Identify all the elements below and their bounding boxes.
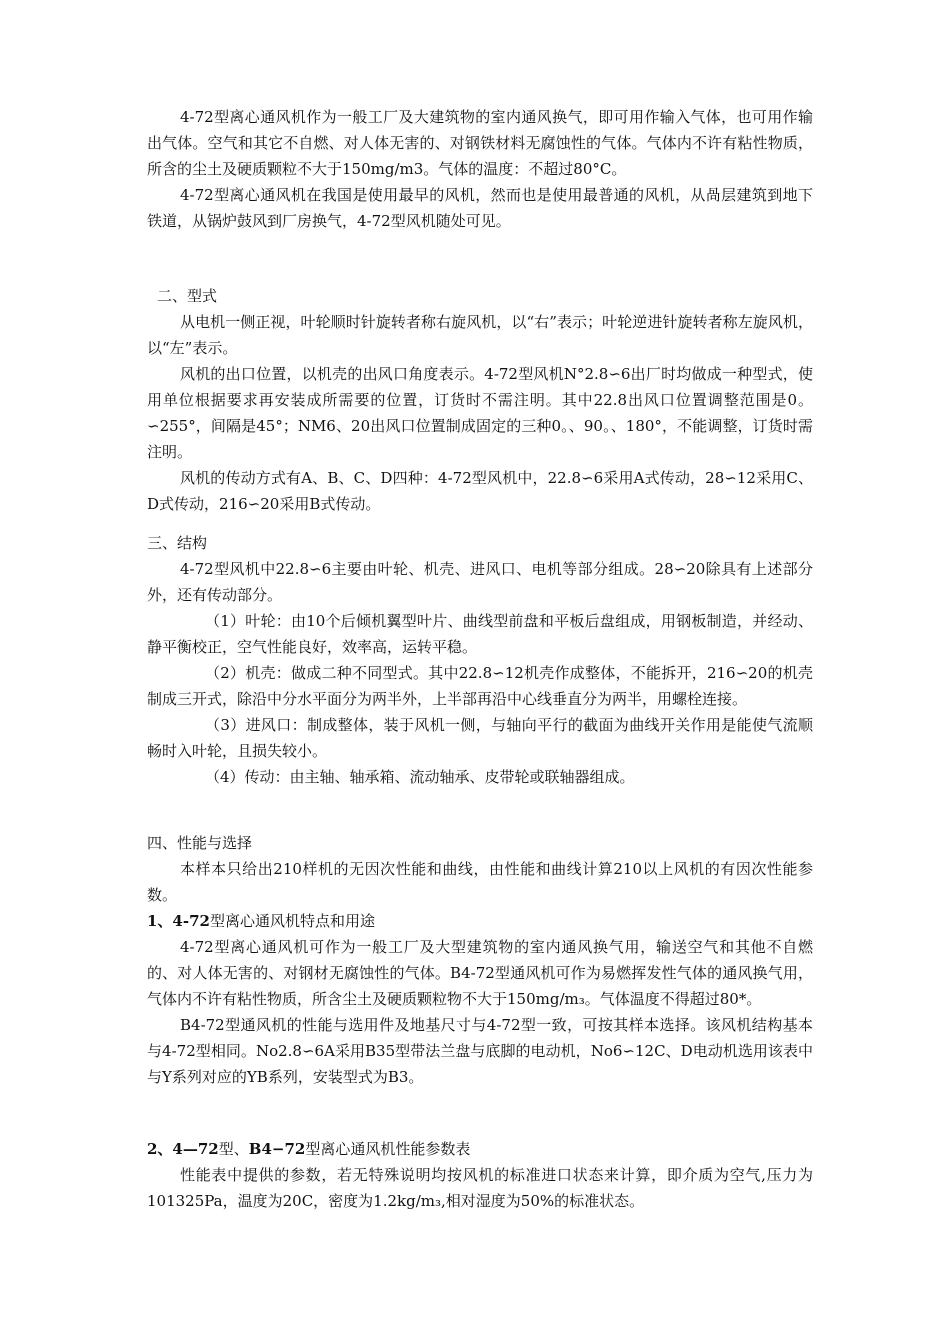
intro-paragraph-1: 4-72型离心通风机作为一般工厂及大建筑物的室内通风换气，即可用作输入气体，也可用作输出气体。空气和其它不自燃、对人体无害的、对钢铁材料无腐蚀性的气体。气体内不许有粘性物质，所含的尘土及硬质颗粒不大于150mg/m3。气体的温度：不超过80°C。 [147, 108, 813, 178]
subsection-1-number: 1、4-72 [147, 912, 210, 930]
section-structure [147, 530, 813, 790]
subsection-2-heading [147, 1136, 813, 1162]
structure-item-inlet: （3）进风口：制成整体，装于风机一侧，与轴向平行的截面为曲线开关作用是能使气流顺畅时入叶轮，且损失较小。 [147, 716, 813, 760]
structure-item-casing: （2）机壳：做成二种不同型式。其中22.8∽12机壳作成整体，不能拆开，216∽20的机壳制成三开式，除沿中分水平面分为两半外，上半部再沿中心线垂直分为两半，用螺栓连接。 [147, 664, 813, 708]
section-type-paragraph-3: 风机的传动方式有A、B、C、D四种：4-72型风机中，22.8∽6采用A式传动，28∽12采用C、D式传动，216∽20采用B式传动。 [147, 469, 813, 513]
section-performance-heading: 四、性能与选择 [147, 834, 253, 852]
subsection-2-model: B4−72 [248, 1140, 306, 1158]
structure-item-transmission: （4）传动：由主轴、轴承箱、流动轴承、皮带轮或联轴器组成。 [205, 768, 635, 786]
section-type-paragraph-2: 风机的出口位置，以机壳的出风口角度表示。4-72型风机N°2.8∽6出厂时均做成一种型式，使用单位根据要求再安装成所需要的位置，订货时不需注明。其中22.8出风口位置调整范围是0。∽255°，间隔是45°；NM6、20出风口位置制成固定的三种0。、90。、180°，不能调整，订货时需注明。 [147, 365, 813, 461]
section-performance-paragraph: 本样本只给出210样机的无因次性能和曲线，由性能和曲线计算210以上风机的有因次性能参数。 [147, 860, 813, 904]
intro-paragraph-2: 4-72型离心通风机在我国是使用最早的风机，然而也是使用最普通的风机，从咼层建筑到地下铁道，从锅炉鼓风到厂房换气，4-72型风机随处可见。 [147, 186, 813, 230]
subsection-1-paragraph-2: B4-72型通风机的性能与选用件及地基尺寸与4-72型一致，可按其样本选择。该风机结构基本与4-72型相同。No2.8∽6A采用B35型带法兰盘与底脚的电动机，No6∽12C、D电动机选用该表中与Y系列对应的YB系列，安装型式为B3。 [147, 1016, 813, 1086]
section-parameter-table [147, 1136, 813, 1214]
subsection-1-paragraph-1: 4-72型离心通风机可作为一般工厂及大型建筑物的室内通风换气用，输送空气和其他不自燃的、对人体无害的、对钢材无腐蚀性的气体。B4-72型通风机可作为易燃挥发性气体的通风换气用，气体内不许有粘性物质，所含尘土及硬质颗粒物不大于150mg/m₃。气体温度不得超过80*。 [147, 938, 813, 1008]
intro-section [147, 104, 813, 234]
section-structure-heading: 三、结构 [147, 534, 208, 552]
subsection-2-title-part2: 型离心通风机性能参数表 [305, 1140, 471, 1158]
section-type-paragraph-1: 从电机一侧正视，叶轮顺时针旋转者称右旋风机，以“右”表示；叶轮逆进针旋转者称左旋风机，以“左”表示。 [147, 313, 813, 357]
section-type-heading: 二、型式 [157, 287, 218, 305]
section-structure-paragraph: 4-72型风机中22.8∽6主要由叶轮、机壳、进风口、电机等部分组成。28∽20除具有上述部分外，还有传动部分。 [147, 560, 813, 604]
subsection-2-paragraph: 性能表中提供的参数，若无特殊说明均按风机的标准进口状态来计算，即介质为空气,压力为101325Pa，温度为20C，密度为1.2kg/m₃,相对湿度为50%的标准状态。 [147, 1166, 813, 1210]
subsection-2-title-part1: 型、 [218, 1140, 249, 1158]
subsection-2-number: 2、4—72 [147, 1140, 219, 1158]
subsection-1-heading [147, 908, 813, 934]
subsection-1-title: 型离心通风机特点和用途 [209, 912, 375, 930]
structure-item-impeller: （1）叶轮：由10个后倾机翼型叶片、曲线型前盘和平板后盘组成，用钢板制造，并经动、静平衡校正，空气性能良好，效率高，运转平稳。 [147, 612, 813, 656]
section-performance [147, 830, 813, 1090]
section-type [147, 283, 813, 517]
